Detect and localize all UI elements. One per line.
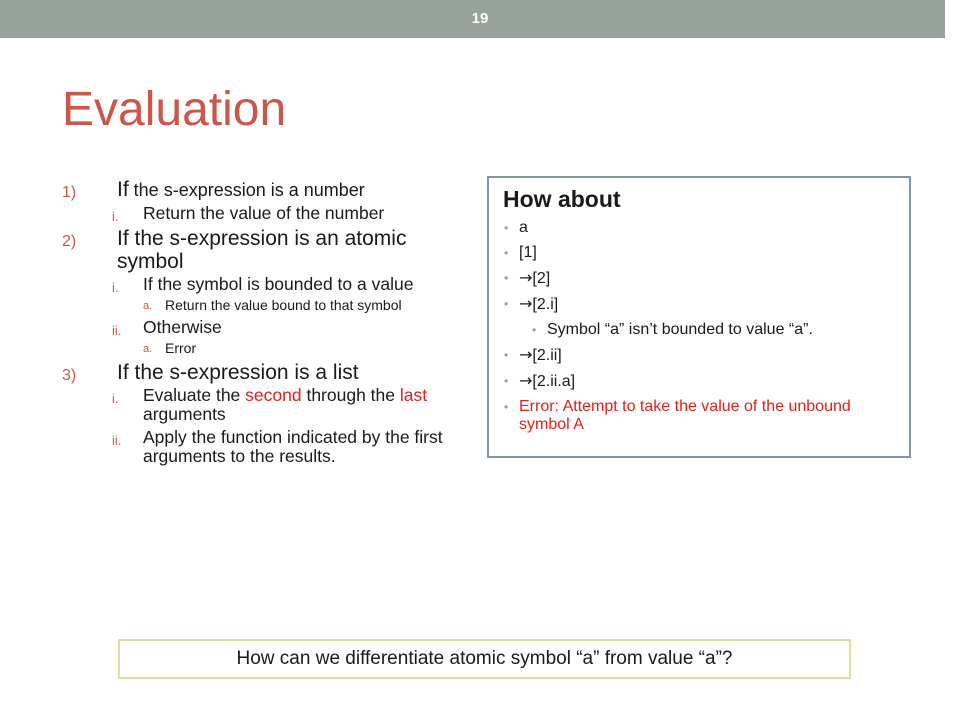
trace-item: • →[2.ii.a] [503,372,895,391]
rule-2-i-a-number: a. [143,300,153,312]
rule-3-i-part2: through the [301,385,400,405]
rule-1-i [62,204,472,223]
rule-2-text: If the s-expression is an atomic symbol [117,227,407,273]
rule-2-ii-a-number: a. [143,343,153,355]
rule-1-number: 1) [62,184,77,201]
trace-item: • a [503,219,895,237]
rule-2-ii-a-text: Error [165,340,197,356]
arrow-right-icon: → [519,268,533,287]
trace-subitem: • Symbol “a” isn’t bounded to value “a”. [503,321,895,339]
rule-2-i [62,275,472,294]
rule-2-ii-a [62,341,472,355]
rule-2-ii [62,318,472,337]
rule-3 [62,361,472,384]
evaluation-rules [62,178,472,470]
arrow-right-icon: → [519,371,533,390]
rule-1-i-number: i. [112,209,119,224]
arrow-right-icon: → [519,294,533,313]
error-message: • Error: Attempt to take the value of the unbound symbol A [503,398,895,434]
rule-3-ii-text: Apply the function indicated by the first arguments to the results. [143,427,443,466]
question-box: How can we differentiate atomic symbol “a” from value “a”? [118,639,851,679]
rule-1-i-text: Return the value of the number [143,203,385,223]
rule-2-number: 2) [62,233,77,250]
slide-number: 19 [471,10,489,27]
rule-2-i-number: i. [112,280,119,295]
rule-3-text: If the s-expression is a list [117,361,359,384]
trace-item: • →[2] [503,269,895,288]
rule-3-i-part3: arguments [143,404,226,424]
rule-2-i-a-text: Return the value bound to that symbol [165,297,402,313]
rule-3-ii-number: ii. [112,433,122,448]
rule-3-i-last: last [399,385,428,405]
rule-3-i-number: i. [112,391,119,406]
slide-title: Evaluation [62,83,287,136]
how-about-box [487,176,911,458]
rule-3-i-part1: Evaluate the [143,385,246,405]
arrow-right-icon: → [519,345,533,364]
rule-1 [62,178,472,202]
rule-2 [62,227,472,273]
right-margin [945,0,960,720]
rule-2-i-text: If the symbol is bounded to a value [143,274,414,294]
rule-3-i-second: second [245,385,302,405]
rule-3-i [62,386,472,424]
box-title: How about [503,186,621,212]
rule-2-ii-number: ii. [112,323,122,338]
rule-2-ii-text: Otherwise [143,317,222,337]
rule-3-ii [62,428,472,466]
trace-item: • →[2.ii] [503,346,895,365]
trace-item: • →[2.i] [503,295,895,314]
rule-1-first-word: If [117,178,129,201]
trace-item: • [1] [503,244,895,262]
rule-1-text: the s-expression is a number [128,180,365,200]
rule-2-i-a [62,298,472,312]
rule-3-number: 3) [62,367,77,384]
